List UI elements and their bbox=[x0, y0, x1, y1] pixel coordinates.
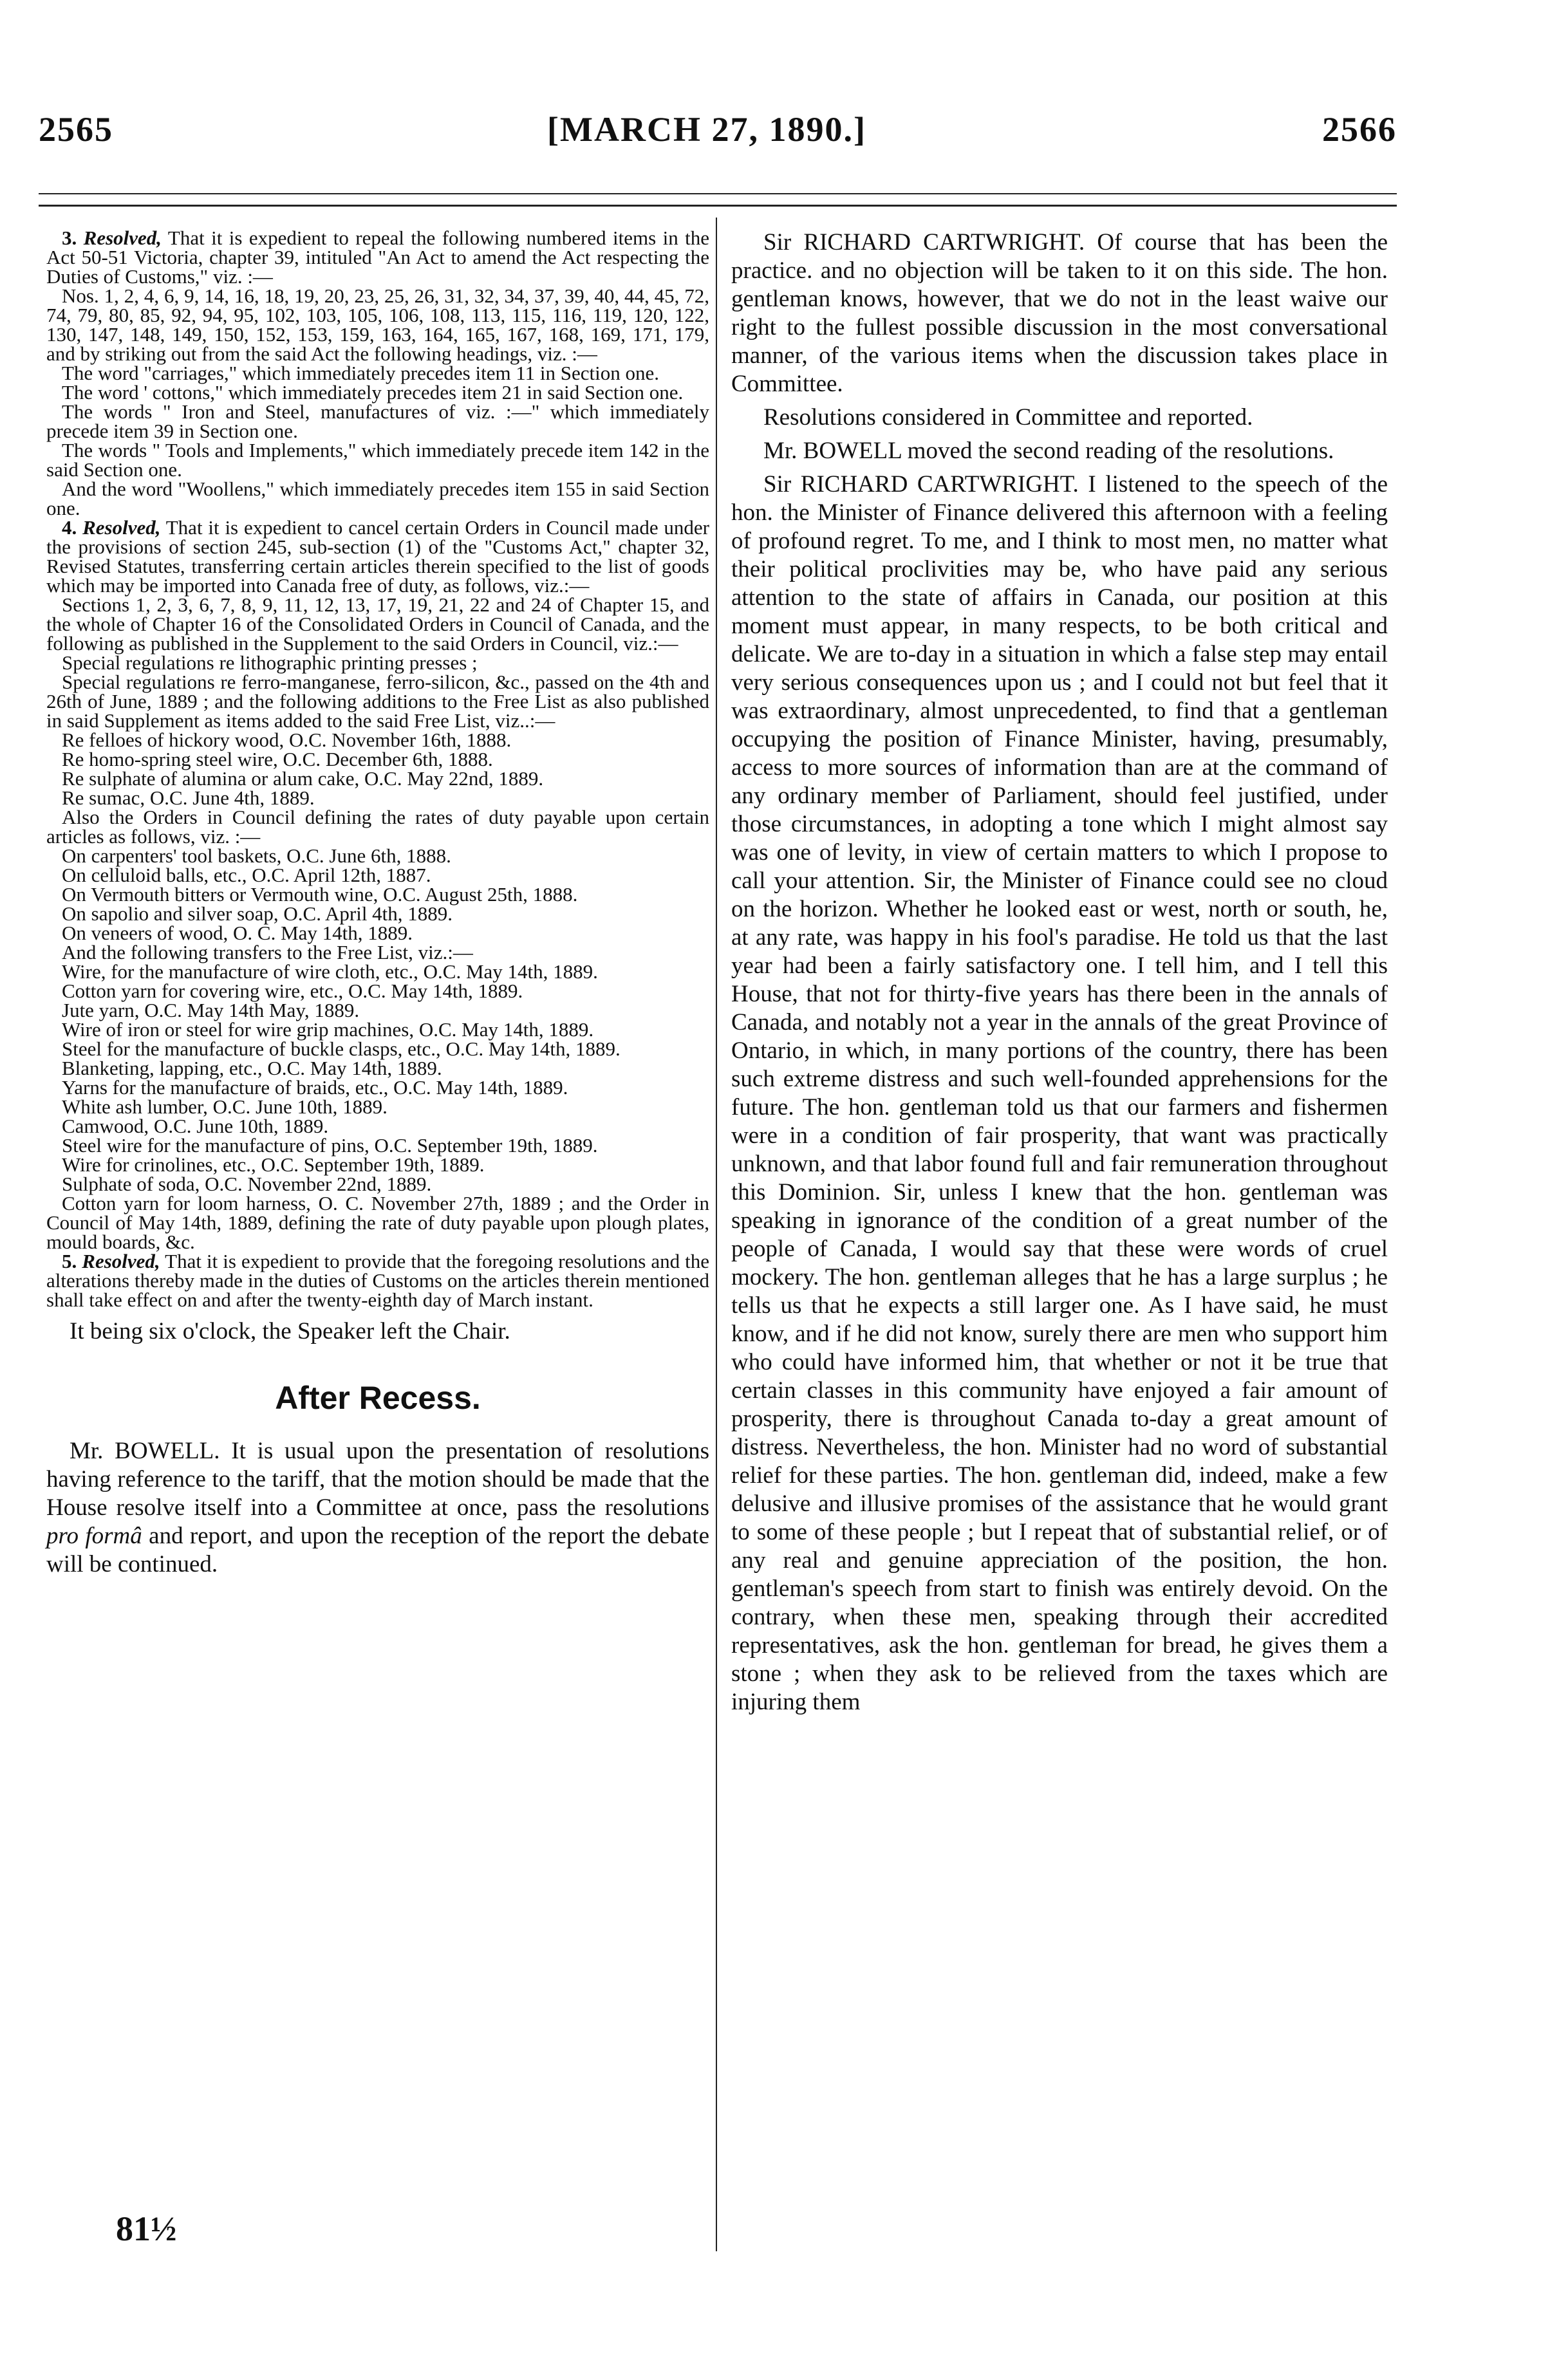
resolved-word: Resolved, bbox=[83, 227, 162, 249]
resolution-4 bbox=[46, 518, 709, 595]
latin-phrase: pro formâ bbox=[46, 1523, 142, 1549]
resolution-number: 4. bbox=[62, 516, 77, 539]
heading-removal: The words " Iron and Steel, manufactures of viz. :—" which immediately precede item 39 in Section one. bbox=[46, 400, 709, 442]
heading-removal: The word "carriages," which immediately precedes item 11 in Section one. bbox=[62, 362, 660, 384]
list-item: Sulphate of soda, O.C. November 22nd, 1889. bbox=[62, 1173, 432, 1195]
list-item: Steel wire for the manufacture of pins, O.C. September 19th, 1889. bbox=[62, 1134, 598, 1157]
printer-signature-mark: 81½ bbox=[116, 2209, 177, 2248]
page-header bbox=[39, 109, 1397, 161]
list-item: And the following transfers to the Free List, viz.:— bbox=[62, 941, 473, 963]
list-item: Steel for the manufacture of buckle clasps, etc., O.C. May 14th, 1889. bbox=[62, 1037, 621, 1060]
list-item: Special regulations re ferro-manganese, ferro-silicon, &c., passed on the 4th and 26th of June, 1889 ; and the following additions to the Free List as also published in said Supplement as items added to the said Free List, viz..:— bbox=[46, 671, 709, 732]
list-item: Also the Orders in Council defining the rates of duty payable upon certain articles as follows, viz. :— bbox=[46, 806, 709, 848]
list-item: Wire of iron or steel for wire grip machines, O.C. May 14th, 1889. bbox=[62, 1018, 594, 1041]
item-numbers: Nos. 1, 2, 4, 6, 9, 14, 16, 18, 19, 20, 23, 25, 26, 31, 32, 34, 37, 39, 40, 44, 45, 72, 74, 79, 80, 85, 92, 94, 95, 102, 103, 105, 106, 108, 113, 115, 116, 119, 120, 122, 130, 147, 148, 149, 150, 152, 153, 159, 163, 164, 165, 167, 168, 169, 171, 179, and by striking out from the said Act the following headings, viz. :— bbox=[46, 284, 709, 365]
section-heading: After Recess. bbox=[275, 1380, 481, 1416]
list-item: White ash lumber, O.C. June 10th, 1889. bbox=[62, 1095, 387, 1118]
sections-list: Sections 1, 2, 3, 6, 7, 8, 9, 11, 12, 13, 17, 19, 21, 22 and 24 of Chapter 15, and the whole of Chapter 16 of the Consolidated Orders in Council of Canada, and the following as published in the Supplement to the said Orders in Council, viz.:— bbox=[46, 593, 709, 655]
committee-report: Resolutions considered in Committee and reported. bbox=[763, 404, 1253, 431]
header-date: [MARCH 27, 1890.] bbox=[547, 110, 866, 149]
list-item: Wire, for the manufacture of wire cloth, etc., O.C. May 14th, 1889. bbox=[62, 960, 598, 983]
list-item: On veneers of wood, O. C. May 14th, 1889. bbox=[62, 922, 413, 944]
header-rule-double bbox=[39, 205, 1397, 207]
left-column bbox=[46, 228, 709, 1584]
resolution-3 bbox=[46, 228, 709, 286]
right-column bbox=[731, 228, 1388, 1722]
speech-text: and report, and upon the reception of the report the debate will be continued. bbox=[46, 1523, 709, 1577]
list-item: Wire for crinolines, etc., O.C. September 19th, 1889. bbox=[62, 1153, 485, 1176]
list-item: Jute yarn, O.C. May 14th May, 1889. bbox=[62, 999, 360, 1021]
right-page-number: 2566 bbox=[1322, 110, 1397, 149]
bowell-speech bbox=[46, 1437, 709, 1579]
list-item: On Vermouth bitters or Vermouth wine, O.C. August 25th, 1888. bbox=[62, 883, 578, 906]
resolutions-block bbox=[46, 228, 709, 1310]
resolution-text: That it is expedient to cancel certain Orders in Council made under the provisions of section 245, sub-section (1) of the "Customs Act," chapter 32, Revised Statutes, transferring certain articles therein specified to the list of goods which may be imported into Canada free of duty, as follows, viz.:— bbox=[46, 516, 709, 597]
list-item: Re sulphate of alumina or alum cake, O.C. May 22nd, 1889. bbox=[62, 767, 544, 790]
cartwright-reply: Sir RICHARD CARTWRIGHT. Of course that has been the practice. and no objection will be taken to it on this side. The hon. gentleman knows, however, that we do not in the least waive our right to the fullest possible discussion in the most conversational manner, of the various items when the discussion takes place in Committee. bbox=[731, 229, 1388, 397]
resolution-text: That it is expedient to repeal the following numbered items in the Act 50-51 Victoria, chapter 39, intituled "An Act to amend the Act respecting the Duties of Customs," viz. :— bbox=[46, 227, 710, 288]
list-item: Cotton yarn for loom harness, O. C. November 27th, 1889 ; and the Order in Council of May 14th, 1889, defining the rate of duty payable upon plough plates, mould boards, &c. bbox=[46, 1192, 709, 1253]
list-item: Re felloes of hickory wood, O.C. November 16th, 1888. bbox=[62, 729, 512, 751]
list-item: Re homo-spring steel wire, O.C. December 6th, 1888. bbox=[62, 748, 493, 770]
list-item: Yarns for the manufacture of braids, etc., O.C. May 14th, 1889. bbox=[62, 1076, 568, 1099]
heading-removal: The words " Tools and Implements," which immediately precede item 142 in the said Section one. bbox=[46, 439, 709, 481]
heading-removal: The word ' cottons," which immediately precedes item 21 in said Section one. bbox=[62, 381, 684, 404]
cartwright-speech: Sir RICHARD CARTWRIGHT. I listened to the speech of the hon. the Minister of Finance delivered this afternoon with a feeling of profound regret. To me, and I think to most men, no matter what their political proclivities may be, who have paid any serious attention to the state of affairs in Canada, our position at this moment must appear, in many respects, to be both critical and delicate. We are to-day in a situation in which a false step may entail very serious consequences upon us ; and I could not but feel that it was extraordinary, almost unprecedented, to find that a gentleman occupying the position of Finance Minister, having, presumably, access to more sources of information than are at the command of any ordinary member of Parliament, should feel justified, under those circumstances, in adopting a tone which I might almost say was one of levity, in view of certain matters to which I propose to call your attention. Sir, the Minister of Finance could see no cloud on the horizon. Whether he looked east or west, north or south, he, at any rate, was happy in his fool's paradise. He told us that the last year had been a fairly satisfactory one. I tell him, and I tell this House, that not for thirty-five years has there been in the annals of Canada, and notably not a year in the annals of the great Province of Ontario, in which, in many portions of the country, there has been such extreme distress and such well-founded apprehensions for the future. The hon. gentleman told us that our farmers and fishermen were in a condition of fair prosperity, that want was practically unknown, and that labor found full and fair remuneration throughout this Dominion. Sir, unless I knew that the hon. gentleman was speaking in ignorance of the condition of a great number of the people of Canada, I would say that these were words of cruel mockery. The hon. gentleman alleges that he has a large surplus ; he tells us that he expects a still larger one. As I have said, he must know, and if he did not know, surely there are men who support him who could have informed him, that whether or not it be true that certain classes in this community have enjoyed a fair amount of prosperity, there is throughout Canada to-day a great amount of distress. Nevertheless, the hon. Minister had no word of substantial relief for these parties. The hon. gentleman did, indeed, make a few delusive and illusive promises of the assistance that he would grant to some of these people ; but I repeat that of substantial relief, or of any real and genuine appreciation of the position, the hon. gentleman's speech from start to finish was entirely devoid. On the contrary, when these men, speaking through their accredited representatives, ask the hon. gentleman for bread, he gives them a stone ; when they ask to be relieved from the taxes which are injuring them bbox=[731, 471, 1388, 1715]
header-rule bbox=[39, 193, 1397, 194]
list-item: Camwood, O.C. June 10th, 1889. bbox=[62, 1115, 329, 1137]
speech-text: Mr. BOWELL. It is usual upon the presentation of resolutions having reference to the tariff, that the motion should be made that the House resolve itself into a Committee at once, pass the resolutions bbox=[46, 1438, 709, 1521]
resolution-text: That it is expedient to provide that the foregoing resolutions and the alterations thereby made in the duties of Customs on the articles therein mentioned shall take effect on and after the twenty-eighth day of March instant. bbox=[46, 1250, 709, 1311]
second-reading-motion: Mr. BOWELL moved the second reading of the resolutions. bbox=[763, 438, 1334, 464]
left-page-number: 2565 bbox=[39, 110, 113, 149]
list-item: On carpenters' tool baskets, O.C. June 6th, 1888. bbox=[62, 844, 451, 867]
list-item: On sapolio and silver soap, O.C. April 4th, 1889. bbox=[62, 902, 453, 925]
list-item: On celluloid balls, etc., O.C. April 12th, 1887. bbox=[62, 864, 431, 886]
list-item: Re sumac, O.C. June 4th, 1889. bbox=[62, 786, 315, 809]
heading-removal: And the word "Woollens," which immediately precedes item 155 in said Section one. bbox=[46, 478, 709, 519]
resolution-number: 5. bbox=[62, 1250, 77, 1272]
list-item: Cotton yarn for covering wire, etc., O.C. May 14th, 1889. bbox=[62, 980, 523, 1002]
debate-left bbox=[46, 1317, 709, 1579]
six-oclock-line: It being six o'clock, the Speaker left the Chair. bbox=[70, 1318, 510, 1344]
column-divider bbox=[716, 218, 717, 2251]
resolution-number: 3. bbox=[62, 227, 77, 249]
list-item: Blanketing, lapping, etc., O.C. May 14th, 1889. bbox=[62, 1057, 442, 1079]
resolved-word: Resolved, bbox=[82, 516, 161, 539]
resolved-word: Resolved, bbox=[82, 1250, 160, 1272]
resolution-5 bbox=[46, 1252, 709, 1310]
list-item: Special regulations re lithographic printing presses ; bbox=[62, 651, 478, 674]
